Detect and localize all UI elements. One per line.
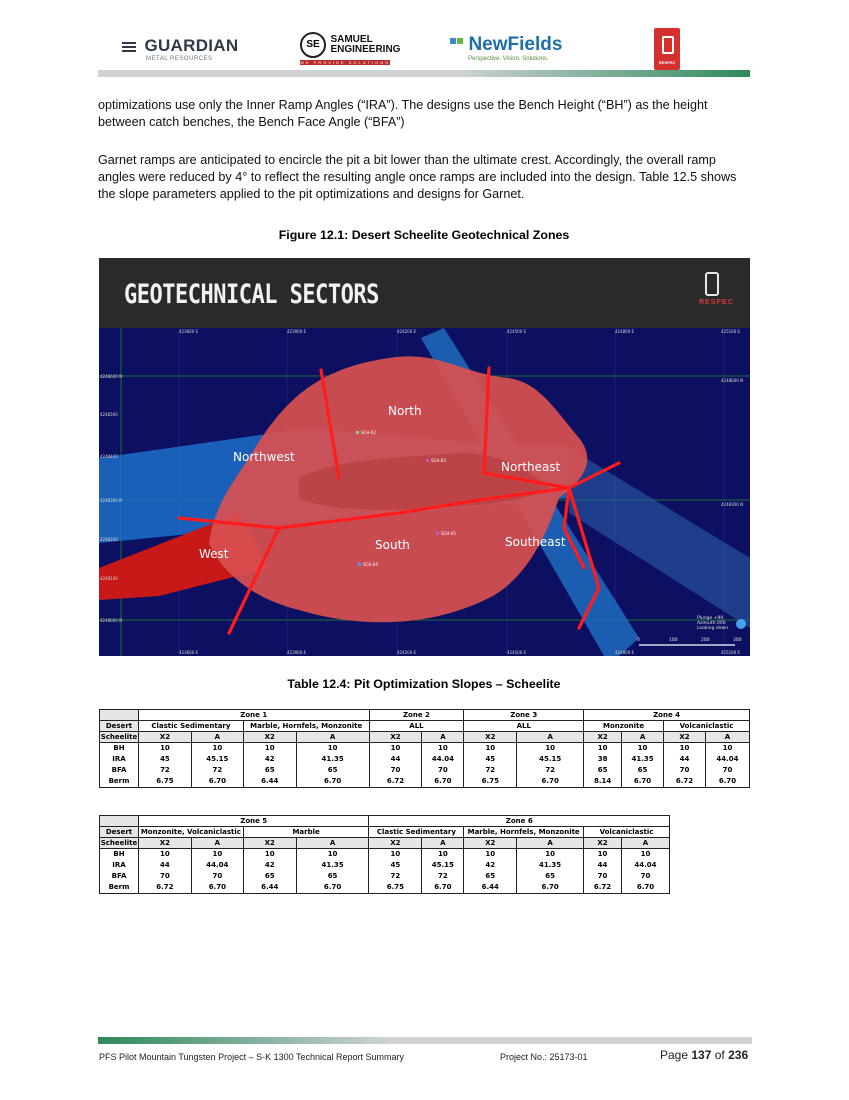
table-cell: 42 bbox=[243, 860, 296, 871]
table-cell: 10 bbox=[517, 743, 584, 755]
table-cell: 45 bbox=[464, 754, 517, 765]
guardian-logo bbox=[122, 36, 238, 62]
row-label: Scheelite bbox=[100, 839, 138, 847]
tick-label: 423600 E bbox=[179, 329, 199, 334]
row-label: IRA bbox=[100, 754, 139, 765]
table-cell: 72 bbox=[464, 765, 517, 776]
table-cell: 72 bbox=[422, 871, 464, 882]
table-cell: 10 bbox=[584, 743, 622, 755]
respec-glyph-icon bbox=[705, 272, 719, 296]
table-cell: 45 bbox=[369, 860, 422, 871]
of-word: of bbox=[714, 1048, 725, 1062]
page-number bbox=[660, 1048, 748, 1062]
table-caption: Table 12.4: Pit Optimization Slopes – Scheelite bbox=[287, 677, 561, 691]
newfields-subtitle: Perspective. Vision. Solutions. bbox=[468, 56, 549, 62]
col-header: A bbox=[705, 732, 749, 743]
table-row bbox=[100, 849, 670, 861]
table-row bbox=[100, 754, 750, 765]
table-cell: 42 bbox=[464, 860, 517, 871]
table-cell: 41.35 bbox=[622, 754, 664, 765]
col-header: A bbox=[296, 838, 369, 849]
row-label: Desert bbox=[100, 721, 139, 732]
tick-label: 424200 E bbox=[397, 650, 417, 655]
slopes-table-2 bbox=[99, 815, 670, 894]
scale-label: 200 bbox=[701, 638, 710, 643]
table-cell: 6.70 bbox=[517, 882, 584, 894]
table-cell: 10 bbox=[584, 849, 622, 861]
table-cell: 8.14 bbox=[584, 776, 622, 788]
zone-header: Zone 1 bbox=[138, 710, 369, 721]
table-cell: 10 bbox=[191, 849, 243, 861]
table-cell: 44.04 bbox=[705, 754, 749, 765]
zone-header: Zone 4 bbox=[584, 710, 750, 721]
table-cell: 6.72 bbox=[664, 776, 706, 788]
table-cell: 6.70 bbox=[422, 776, 464, 788]
table-cell: 10 bbox=[622, 743, 664, 755]
samuel-wordmark bbox=[330, 35, 400, 55]
table-cell: 70 bbox=[621, 871, 669, 882]
guardian-name: GUARDIAN bbox=[144, 36, 239, 55]
row-label: BFA bbox=[100, 871, 139, 882]
table-cell: 44 bbox=[664, 754, 706, 765]
zone-header: Zone 2 bbox=[369, 710, 464, 721]
samuel-line2: ENGINEERING bbox=[330, 44, 401, 55]
table-row bbox=[100, 871, 670, 882]
table-row bbox=[100, 765, 750, 776]
table-cell: 65 bbox=[243, 871, 296, 882]
zone-header: Zone 3 bbox=[464, 710, 584, 721]
table-cell: 6.72 bbox=[584, 882, 622, 894]
lithology-header: Clastic Sedimentary bbox=[369, 827, 464, 838]
table-cell: 65 bbox=[296, 765, 369, 776]
row-label: Scheelite bbox=[100, 733, 138, 741]
row-label: BH bbox=[100, 743, 139, 755]
row-label: Berm bbox=[100, 882, 139, 894]
table-cell: 38 bbox=[584, 754, 622, 765]
col-header: A bbox=[621, 838, 669, 849]
zone-label-southeast: Southeast bbox=[505, 535, 566, 549]
zone-label-northeast: Northeast bbox=[501, 460, 561, 474]
page-total: 236 bbox=[728, 1048, 749, 1062]
table-cell: 72 bbox=[191, 765, 243, 776]
col-header: X2 bbox=[464, 838, 517, 849]
table-cell: 6.44 bbox=[243, 882, 296, 894]
table-cell: 72 bbox=[369, 871, 422, 882]
col-header: X2 bbox=[584, 838, 622, 849]
tick-label: 4248500 bbox=[100, 412, 118, 417]
table-cell: 44.04 bbox=[191, 860, 243, 871]
newfields-square-icon bbox=[457, 38, 463, 44]
tick-label: 424500 E bbox=[507, 650, 527, 655]
table-cell: 44.04 bbox=[621, 860, 669, 871]
view-info: Looking down bbox=[697, 626, 729, 631]
newfields-name: NewFields bbox=[468, 34, 563, 55]
col-header: A bbox=[296, 732, 369, 743]
drill-label: SCH-02 bbox=[361, 430, 376, 435]
table-cell: 65 bbox=[243, 765, 296, 776]
table-cell: 10 bbox=[464, 849, 517, 861]
table-cell: 65 bbox=[622, 765, 664, 776]
table-cell: 10 bbox=[138, 743, 191, 755]
col-header: X2 bbox=[369, 838, 422, 849]
table-cell: 70 bbox=[705, 765, 749, 776]
drill-point bbox=[356, 431, 359, 434]
table-cell: 6.72 bbox=[369, 776, 422, 788]
table-cell: 41.35 bbox=[296, 754, 369, 765]
tick-label: 4248300 N bbox=[100, 498, 123, 503]
table-cell: 65 bbox=[464, 871, 517, 882]
table-cell: 70 bbox=[422, 765, 464, 776]
lithology-header: Monzonite bbox=[584, 721, 664, 732]
tick-label: 425100 E bbox=[721, 329, 741, 334]
table-cell: 45.15 bbox=[517, 754, 584, 765]
table-cell: 10 bbox=[621, 849, 669, 861]
col-header: X2 bbox=[369, 732, 422, 743]
col-header: A bbox=[517, 732, 584, 743]
tick-label: 423900 E bbox=[287, 650, 307, 655]
table-cell: 45 bbox=[138, 754, 191, 765]
table-cell: 10 bbox=[517, 849, 584, 861]
table-cell: 70 bbox=[664, 765, 706, 776]
table-cell: 45.15 bbox=[422, 860, 464, 871]
drill-point bbox=[436, 532, 439, 535]
blank-cell bbox=[100, 816, 139, 827]
scale-label: 300 bbox=[733, 638, 742, 643]
table-row bbox=[100, 743, 750, 755]
footer-rule bbox=[98, 1037, 752, 1044]
newfields-square-icon bbox=[450, 38, 456, 44]
header-rule bbox=[98, 70, 750, 77]
table-cell: 44 bbox=[584, 860, 622, 871]
table-cell: 10 bbox=[422, 743, 464, 755]
col-header: X2 bbox=[138, 732, 191, 743]
table-cell: 6.70 bbox=[517, 776, 584, 788]
col-header: A bbox=[422, 732, 464, 743]
blank-cell bbox=[100, 710, 139, 721]
table-cell: 6.72 bbox=[138, 882, 191, 894]
table-cell: 65 bbox=[584, 765, 622, 776]
respec-logo bbox=[654, 28, 680, 70]
tick-label: 424800 E bbox=[615, 650, 635, 655]
table-cell: 45.15 bbox=[191, 754, 243, 765]
row-label: Desert bbox=[100, 827, 139, 838]
respec-glyph-icon bbox=[662, 36, 674, 54]
table-cell: 6.75 bbox=[369, 882, 422, 894]
row-label: IRA bbox=[100, 860, 139, 871]
row-label: BFA bbox=[100, 765, 139, 776]
table-cell: 70 bbox=[191, 871, 243, 882]
slopes-table-1 bbox=[99, 709, 750, 788]
table-cell: 6.75 bbox=[138, 776, 191, 788]
col-header: A bbox=[422, 838, 464, 849]
zone-row bbox=[100, 816, 670, 827]
lithology-header: Marble, Hornfels, Monzonite bbox=[464, 827, 584, 838]
table-cell: 6.44 bbox=[464, 882, 517, 894]
table-row bbox=[100, 882, 670, 894]
table-cell: 6.70 bbox=[191, 776, 243, 788]
scheelite-row bbox=[100, 732, 750, 743]
table-cell: 10 bbox=[243, 743, 296, 755]
col-header: A bbox=[517, 838, 584, 849]
zone-header: Zone 6 bbox=[369, 816, 670, 827]
table-cell: 6.70 bbox=[296, 776, 369, 788]
tick-label: 423900 E bbox=[287, 329, 307, 334]
col-header: X2 bbox=[664, 732, 706, 743]
table-cell: 6.70 bbox=[422, 882, 464, 894]
drill-point bbox=[358, 563, 361, 566]
col-header: X2 bbox=[243, 732, 296, 743]
figure-respec-wordmark: RESPEC bbox=[699, 299, 734, 306]
scale-label: 100 bbox=[669, 638, 678, 643]
zone-label-northwest: Northwest bbox=[233, 450, 295, 464]
body-paragraph-1: optimizations use only the Inner Ramp Angles (“IRA”). The designs use the Bench Height (“BH”) as the height between catch benches, the Bench Face Angle (“BFA”) bbox=[98, 98, 708, 129]
table-cell: 6.70 bbox=[621, 882, 669, 894]
tick-label: 4248400 bbox=[100, 454, 118, 459]
tick-label: 424500 E bbox=[507, 329, 527, 334]
scheelite-row bbox=[100, 838, 670, 849]
table-body bbox=[100, 849, 670, 894]
col-header: X2 bbox=[464, 732, 517, 743]
table-cell: 65 bbox=[517, 871, 584, 882]
table-cell: 70 bbox=[369, 765, 422, 776]
zone-label-west: West bbox=[199, 547, 229, 561]
page-word: Page bbox=[660, 1048, 689, 1062]
page-current: 137 bbox=[691, 1048, 712, 1062]
samuel-engineering-logo bbox=[300, 32, 401, 65]
tick-label: 4248300 N bbox=[721, 502, 744, 507]
tick-label: 4248600 N bbox=[721, 378, 744, 383]
figure-caption: Figure 12.1: Desert Scheelite Geotechnical Zones bbox=[278, 228, 570, 242]
table-cell: 72 bbox=[138, 765, 191, 776]
table-cell: 44.04 bbox=[422, 754, 464, 765]
col-header: X2 bbox=[584, 732, 622, 743]
table-cell: 10 bbox=[138, 849, 191, 861]
samuel-line1: SAMUEL bbox=[330, 34, 373, 45]
col-header: A bbox=[622, 732, 664, 743]
scale-label: 0 bbox=[637, 638, 640, 643]
geotechnical-sectors-figure bbox=[99, 258, 750, 656]
guardian-bars-icon bbox=[122, 40, 136, 54]
lithology-header: Volcaniclastic bbox=[584, 827, 670, 838]
drill-label: SCH-03 bbox=[431, 458, 446, 463]
body-paragraph-2: Garnet ramps are anticipated to encircle the pit a bit lower than the ultimate crest. Accordingly, the overall ramp angles were reduced by 4° to reflect the resulting angle once ramps are included into the design. Table 12.5 shows the slope parameters applied to the pit optimizations and designs for Garnet. bbox=[98, 153, 737, 201]
tick-label: 4248100 bbox=[100, 576, 118, 581]
table-cell: 10 bbox=[369, 849, 422, 861]
view-info: Azimuth 000 bbox=[697, 621, 726, 626]
guardian-subtitle: METAL RESOURCES bbox=[146, 56, 213, 62]
tick-label: 4248600 N bbox=[100, 374, 123, 379]
figure-title: GEOTECHNICAL SECTORS bbox=[124, 280, 379, 310]
compass-icon bbox=[736, 619, 746, 629]
tick-label: 4248000 N bbox=[100, 618, 123, 623]
table-cell: 72 bbox=[517, 765, 584, 776]
samuel-tagline: WE PROVIDE SOLUTIONS bbox=[300, 60, 390, 65]
newfields-logo bbox=[450, 34, 562, 62]
lithology-header: Volcaniclastic bbox=[664, 721, 750, 732]
table-body bbox=[100, 743, 750, 788]
table-cell: 10 bbox=[296, 849, 369, 861]
tick-label: 4248200 bbox=[100, 537, 118, 542]
row-label: BH bbox=[100, 849, 139, 861]
table-cell: 41.35 bbox=[517, 860, 584, 871]
tick-label: 424200 E bbox=[397, 329, 417, 334]
tick-label: 423600 E bbox=[179, 650, 199, 655]
table-cell: 65 bbox=[296, 871, 369, 882]
table-cell: 42 bbox=[243, 754, 296, 765]
table-cell: 10 bbox=[422, 849, 464, 861]
zone-header: Zone 5 bbox=[138, 816, 368, 827]
table-cell: 6.44 bbox=[243, 776, 296, 788]
col-header: X2 bbox=[243, 838, 296, 849]
table-cell: 10 bbox=[191, 743, 243, 755]
col-header: A bbox=[191, 732, 243, 743]
lithology-header: Clastic Sedimentary bbox=[138, 721, 243, 732]
table-cell: 10 bbox=[296, 743, 369, 755]
zone-row bbox=[100, 710, 750, 721]
zone-label-south: South bbox=[375, 538, 410, 552]
col-header: X2 bbox=[138, 838, 191, 849]
drill-label: SCH-05 bbox=[441, 531, 456, 536]
tick-label: 424800 E bbox=[615, 329, 635, 334]
table-cell: 6.70 bbox=[705, 776, 749, 788]
table-row bbox=[100, 776, 750, 788]
table-cell: 70 bbox=[138, 871, 191, 882]
table-cell: 10 bbox=[705, 743, 749, 755]
table-cell: 10 bbox=[464, 743, 517, 755]
table-cell: 44 bbox=[138, 860, 191, 871]
footer-report-title: PFS Pilot Mountain Tungsten Project – S-K 1300 Technical Report Summary bbox=[99, 1052, 404, 1062]
lithology-header: Marble bbox=[243, 827, 369, 838]
se-circle-icon: SE bbox=[300, 32, 326, 58]
table-cell: 6.70 bbox=[622, 776, 664, 788]
view-info: Plunge +90 bbox=[697, 616, 724, 621]
table-cell: 6.75 bbox=[464, 776, 517, 788]
col-header: A bbox=[191, 838, 243, 849]
table-cell: 10 bbox=[369, 743, 422, 755]
lithology-header: Monzonite, Volcaniclastic bbox=[138, 827, 243, 838]
pit-model-svg bbox=[99, 328, 750, 656]
lithology-header: ALL bbox=[464, 721, 584, 732]
lithology-header: ALL bbox=[369, 721, 464, 732]
drill-label: SCH-04 bbox=[363, 562, 378, 567]
tick-label: 425100 E bbox=[721, 650, 741, 655]
table-cell: 70 bbox=[584, 871, 622, 882]
lithology-header: Marble, Hornfels, Monzonite bbox=[243, 721, 369, 732]
zone-label-north: North bbox=[388, 404, 422, 418]
table-cell: 44 bbox=[369, 754, 422, 765]
footer-project-number: Project No.: 25173-01 bbox=[500, 1052, 588, 1062]
table-cell: 6.70 bbox=[191, 882, 243, 894]
row-label: Berm bbox=[100, 776, 139, 788]
table-cell: 10 bbox=[664, 743, 706, 755]
drill-point bbox=[426, 459, 429, 462]
table-cell: 41.35 bbox=[296, 860, 369, 871]
desert-row bbox=[100, 721, 750, 732]
table-cell: 10 bbox=[243, 849, 296, 861]
figure-respec-logo bbox=[699, 272, 734, 306]
figure-banner bbox=[99, 258, 750, 328]
desert-row bbox=[100, 827, 670, 838]
respec-wordmark: RESPEC bbox=[658, 60, 676, 65]
table-row bbox=[100, 860, 670, 871]
table-cell: 6.70 bbox=[296, 882, 369, 894]
